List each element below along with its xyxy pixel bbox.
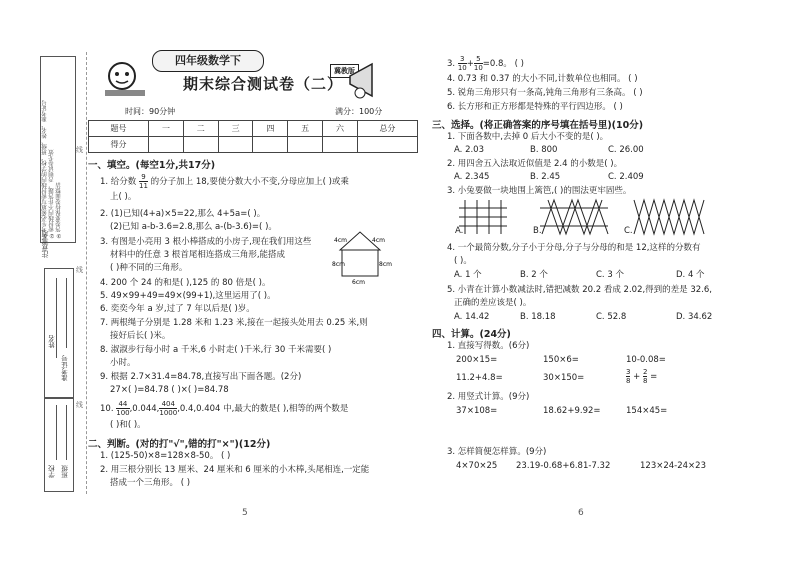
q1-line-b: 上( )。 [110,192,137,202]
q8-line-a: 8. 淑淑步行每小时 a 千米,6 小时走( )千米,行 30 千米需要( ) [100,345,332,355]
c5-option-c: C. 52.8 [596,312,627,322]
q9-line-a: 9. 根据 2.7×31.4=84.78,直接写出下面各题。(2分) [100,372,302,382]
speaker-icon [342,58,382,103]
j3-plus: + [466,59,474,69]
j3-fraction-2 [474,55,483,72]
j3 [447,55,524,72]
j2-line-b: 搭成一个三角形。 ( ) [110,478,191,488]
section-calc: 四、计算。(24分) [432,329,511,340]
c3-option-c: C. [624,226,633,236]
c2-option-c: C. 2.409 [608,172,644,182]
c3-option-b: B. [533,226,542,236]
c5-option-b: B. 18.18 [520,312,556,322]
page-title: 期末综合测试卷（二） [182,75,343,93]
q2-line-a: 2. (1)已知(4+a)×5=22,那么 4+5a=( )。 [100,209,266,219]
name-label: 姓名 [48,335,56,348]
frac-den: 8 [626,377,631,385]
page-number-left: 5 [242,508,248,518]
c4-option-d: D. 4 个 [676,270,705,280]
total-label: 满分：100分 [335,107,383,116]
c4-line-b: ( )。 [454,256,472,266]
score-cell: 题号 [89,121,149,137]
notice-line-1: ①考生必须填写密封线内的学校、班级、姓名、准考证号 [42,100,48,238]
q4: 4. 200 个 24 的和是( ),125 的 80 倍是( )。 [100,278,271,288]
c4-option-c: C. 3 个 [596,270,624,280]
k2: 2. 用竖式计算。(9分) [447,392,530,402]
k1-fraction-1 [626,368,630,385]
mascot-icon [100,52,150,97]
q8-line-b: 小时。 [110,358,136,368]
score-cell: 三 [218,121,253,137]
k1-item: 11.2+4.8= [456,373,503,383]
q7-line-a: 7. 两根绳子分别是 1.28 米和 1.23 米,接在一起接头处用去 0.25 米,则 [100,318,368,328]
grade-badge: 四年级数学下 [152,50,264,72]
q1-fraction [139,173,148,190]
frac-num: 3 [626,368,631,376]
q3-line-b: 材料中的任意 3 根首尾相连搭成三角形,能搭成 [110,250,286,260]
section-choice: 三、选择。(将正确答案的序号填在括号里)(10分) [432,120,644,131]
page-number-right: 6 [578,508,584,518]
score-cell: 四 [253,121,288,137]
q1-prefix: 1. 给分数 [100,177,137,187]
c2-option-b: B. 2.45 [530,172,561,182]
k1-fraction-2 [643,368,647,385]
school-field[interactable] [56,405,57,460]
q6: 6. 奕奕今年 a 岁,过了 7 年以后是( )岁。 [100,304,255,314]
k1-item: 30×150= [543,373,585,383]
name-field[interactable] [56,278,57,358]
c5-option-a: A. 14.42 [454,312,490,322]
k1-item: 10-0.08= [626,355,666,365]
score-input[interactable] [218,137,253,153]
cut-mark: 线 [76,401,83,409]
frac-num: 9 [139,173,148,182]
section-judge: 二、判断。(对的打"√",错的打"×")(12分) [88,439,271,450]
q3-line-a: 3. 有图是小亮用 3 根小棒搭成的小房子,现在我们用这些 [100,237,312,247]
q10-prefix: 10. [100,404,114,414]
time-label: 时间：90分钟 [125,107,176,116]
q1-suffix: 的分子加上 18,要使分数大小不变,分母应加上( )或乘 [150,177,349,187]
frac-den: 1000 [159,409,178,417]
k1-item: 150×6= [543,355,579,365]
score-input[interactable] [149,137,184,153]
score-cell: 二 [183,121,218,137]
house-label: 4cm [372,237,385,244]
score-input[interactable] [253,137,288,153]
score-cell: 五 [288,121,323,137]
school-label: 学校 [48,465,56,478]
house-label: 6cm [352,279,365,286]
q10-line-a [100,400,348,417]
j3-prefix: 3. [447,59,456,69]
c3: 3. 小兔要做一块地围上篱笆,( )的围法更牢固些。 [447,186,632,196]
notice-text [42,60,72,238]
frac-num: 2 [643,368,648,376]
section-fill-in: 一、填空。(每空1分,共17分) [88,160,216,171]
q7-line-b: 接好后长( )米。 [110,331,171,341]
frac-num: 5 [474,55,483,64]
j2-line-a: 2. 用三根分别长 13 厘米、24 厘米和 6 厘米的小木棒,头尾相连,一定能 [100,465,370,475]
c5-line-a: 5. 小青在计算小数减法时,错把减数 20.2 看成 2.02,得到的差是 32.6, [447,285,713,295]
cut-mark: 线 [76,266,83,274]
k3-item: 23.19-0.68+6.81-7.32 [516,461,611,471]
house-label: 8cm [379,261,392,268]
fence-triangle-figure [540,200,610,235]
k3-item: 123×24-24×23 [640,461,706,471]
k2-item: 37×108= [456,406,498,416]
class-field[interactable] [66,405,67,460]
c4-line-a: 4. 一个最简分数,分子小于分母,分子与分母的和是 12,这样的分数有 [447,243,701,253]
q5: 5. 49×99+49=49×(99+1),这里运用了( )。 [100,291,276,301]
fence-zigzag-figure [632,200,712,235]
score-input[interactable] [183,137,218,153]
student-info-box [44,268,74,398]
q1-line-a [100,173,349,190]
frac-den: 8 [643,377,648,385]
j4: 4. 0.73 和 0.37 的大小不同,计数单位也相同。 ( ) [447,74,638,84]
score-input[interactable] [288,137,323,153]
q2-line-b: (2)已知 a-b-3.6=2.8,那么 a-(b-3.6)=( )。 [110,222,277,232]
c1-option-c: C. 26.00 [608,145,644,155]
k1: 1. 直接写得数。(6分) [447,341,530,351]
frac-den: 100 [116,409,130,417]
score-cell: 一 [149,121,184,137]
frac-num: 404 [159,400,177,409]
k3: 3. 怎样简便怎样算。(9分) [447,447,547,457]
q10-mid: ,0.044, [129,404,160,414]
q10-suffix: ,0.4,0.404 中,最大的数是( ),相等的两个数是 [177,404,349,414]
c2: 2. 用四舍五入法取近似值是 2.4 的小数是( )。 [447,159,623,169]
cut-mark: 线 [76,146,83,154]
k1-fraction-item: $\frac{3}{8}$ + $\frac{2}{8}$ = [626,368,658,385]
frac-num: 3 [458,55,467,64]
score-header-row [89,121,418,137]
k2-item: 154×45= [626,406,668,416]
score-cell: 六 [323,121,358,137]
q10-fraction-2 [159,400,177,417]
c1-option-a: A. 2.03 [454,145,484,155]
house-label: 4cm [334,237,347,244]
frac-den: 11 [139,182,148,190]
score-cell: 得分 [89,137,149,153]
score-cell: 总分 [357,121,417,137]
q9-line-b: 27×( )=84.78 ( )×( )=84.78 [110,385,229,395]
notice-line-3: ③答卷要保持卷面整洁 [56,182,62,238]
j6: 6. 长方形和正方形都是特殊的平行四边形。 ( ) [447,102,623,112]
k1-item: 200×15= [456,355,498,365]
k3-item: 4×70×25 [456,461,498,471]
q10-line-b: ( )和( )。 [110,420,146,430]
c5-line-b: 正确的差应该是( )。 [454,298,532,308]
c4-option-b: B. 2 个 [520,270,548,280]
frac-den: 10 [473,64,483,72]
score-table [88,120,418,153]
house-label: 8cm [332,261,345,268]
j5: 5. 锐角三角形只有一条高,钝角三角形有三条高。 ( ) [447,88,643,98]
j3-suffix: =0.8。 ( ) [482,59,524,69]
q3-line-c: ( )种不同的三角形。 [110,263,188,273]
edition-tag: 冀教版 [330,64,359,78]
j3-fraction-1 [458,55,467,72]
exam-no-label: 准考证号 [61,355,69,381]
k2-item: 18.62+9.92= [543,406,601,416]
time-row [105,103,435,119]
frac-num: 44 [116,400,129,409]
c4-option-a: A. 1 个 [454,270,482,280]
c2-option-a: A. 2.345 [454,172,490,182]
class-label: 班级 [61,465,69,478]
notice-line-2: ②密封线内不许答题，否则试卷无效 [49,149,55,238]
score-value-row [89,137,418,153]
c5-option-d: D. 34.62 [676,312,713,322]
frac-den: 10 [457,64,467,72]
notice-title: 注意事项 [41,230,49,258]
c1-option-b: B. 800 [530,145,558,155]
score-input[interactable] [323,137,358,153]
c1: 1. 下面各数中,去掉 0 后大小不变的是( )。 [447,132,609,142]
house-figure [332,228,392,286]
score-input[interactable] [357,137,417,153]
j1: 1. (125-50)×8=128×8-50。 ( ) [100,451,231,461]
exam-no-field[interactable] [66,278,67,348]
c3-option-a: A. [455,226,464,236]
q10-fraction-1 [116,400,129,417]
